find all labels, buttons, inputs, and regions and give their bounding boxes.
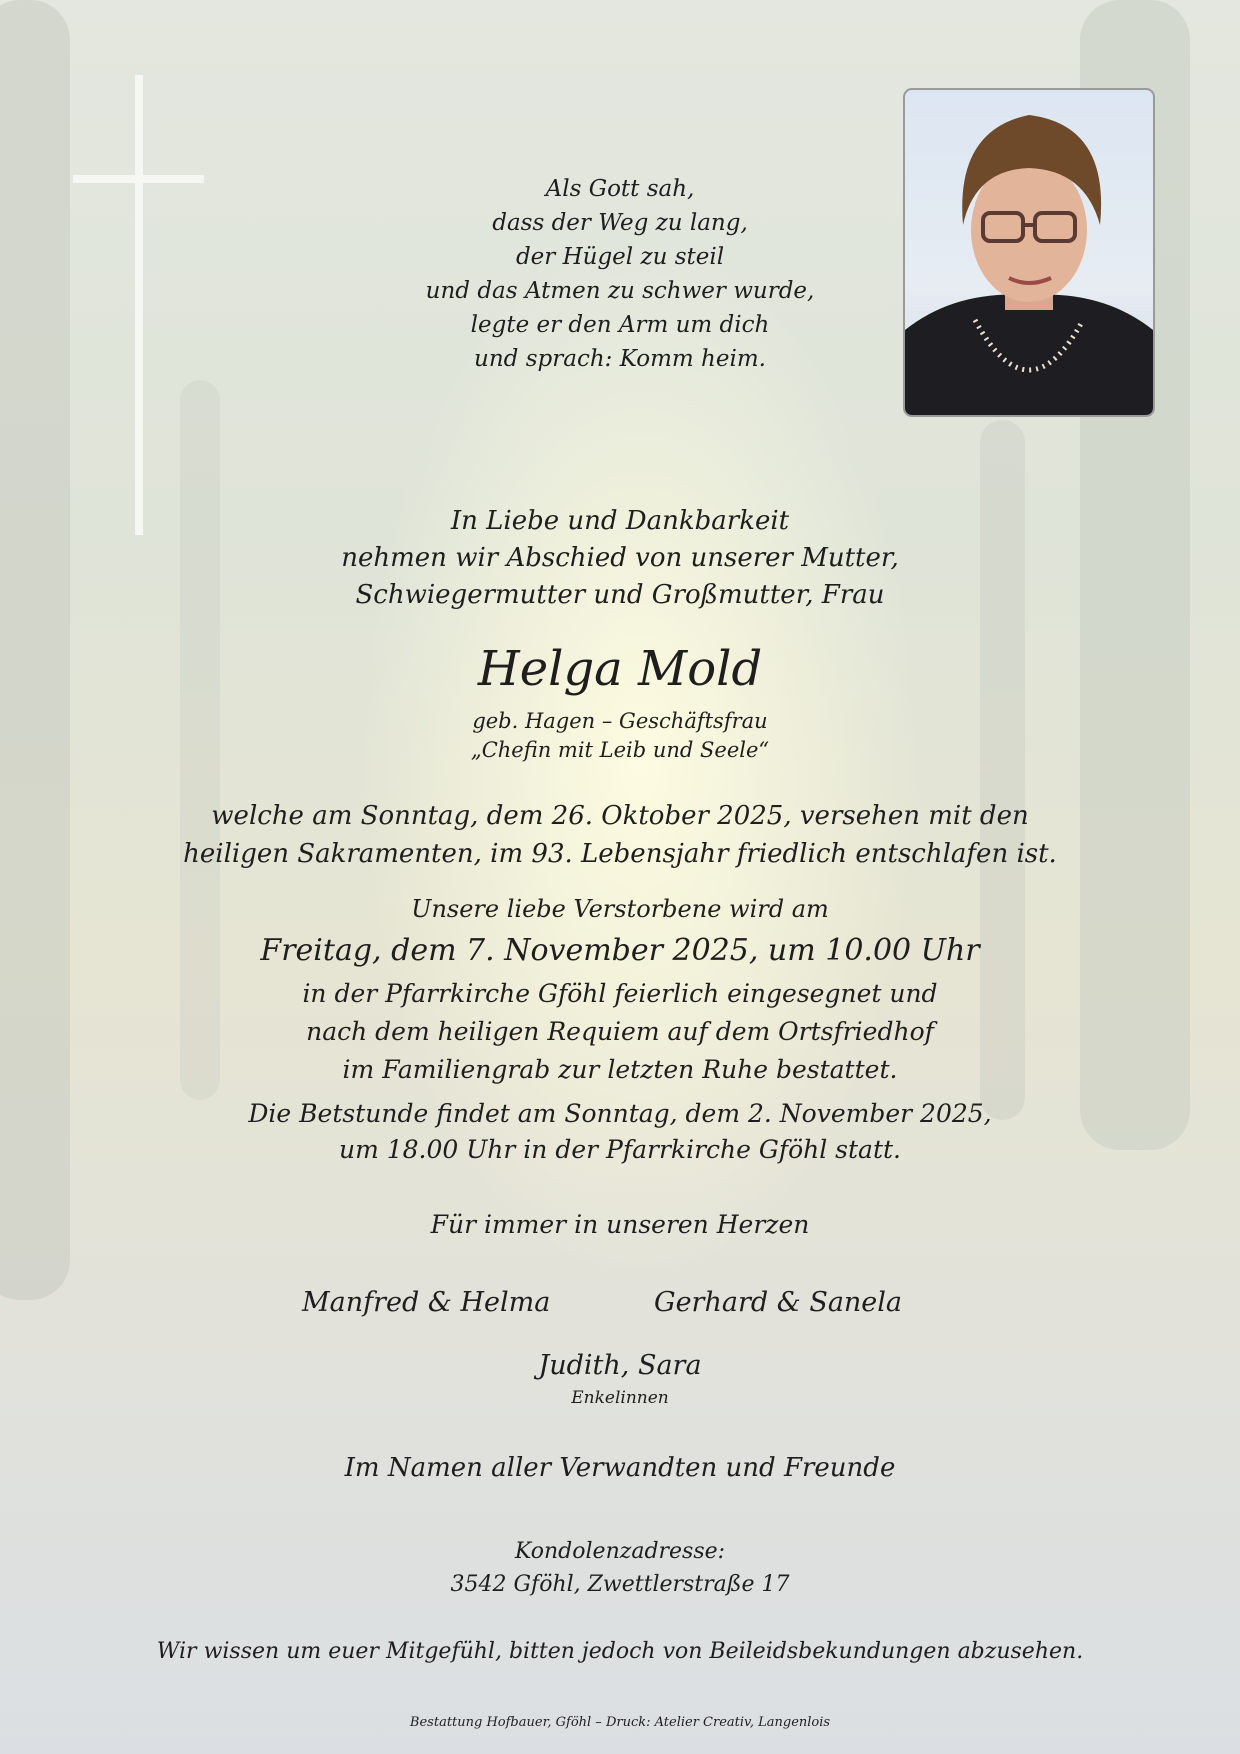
- intro-line: Schwiegermutter und Großmutter, Frau: [355, 580, 885, 610]
- funeral-details: [0, 975, 1240, 1089]
- footer-credits: Bestattung Hofbauer, Gföhl – Druck: Atelier Creativ, Langenlois: [409, 1715, 831, 1730]
- deceased-subtitle: [0, 707, 1240, 765]
- funeral-line: in der Pfarrkirche Gföhl feierlich eingesegnet und: [302, 979, 938, 1008]
- family-member: Gerhard & Sanela: [654, 1287, 903, 1318]
- funeral-line: im Familiengrab zur letzten Ruhe bestattet.: [342, 1055, 898, 1084]
- intro-line: In Liebe und Dankbarkeit: [450, 506, 790, 536]
- verse-line: und das Atmen zu schwer wurde,: [425, 278, 815, 304]
- grandchildren-label: Enkelinnen: [571, 1388, 669, 1408]
- deceased-name: Helga Mold: [477, 641, 763, 697]
- subtitle-line: geb. Hagen – Geschäftsfrau: [472, 709, 768, 733]
- verse-line: Als Gott sah,: [545, 176, 695, 202]
- subtitle-line: „Chefin mit Leib und Seele“: [470, 738, 770, 762]
- prayer-line: Die Betstunde findet am Sonntag, dem 2. November 2025,: [248, 1099, 992, 1128]
- verse-line: legte er den Arm um dich: [470, 312, 770, 338]
- prayer-hour: [0, 1096, 1240, 1168]
- intro-line: nehmen wir Abschied von unserer Mutter,: [341, 543, 899, 573]
- verse-line: der Hügel zu steil: [515, 244, 725, 270]
- death-line: heiligen Sakramenten, im 93. Lebensjahr friedlich entschlafen ist.: [183, 839, 1057, 869]
- verse-line: dass der Weg zu lang,: [492, 210, 748, 236]
- poem-verse: [0, 172, 1240, 376]
- death-line: welche am Sonntag, dem 26. Oktober 2025, versehen mit den: [211, 801, 1029, 831]
- prayer-line: um 18.00 Uhr in der Pfarrkirche Gföhl statt.: [338, 1135, 902, 1164]
- grandchildren-names: Judith, Sara: [538, 1350, 702, 1381]
- condolence-street: 3542 Gföhl, Zwettlerstraße 17: [450, 1572, 790, 1597]
- condolence-label: Kondolenzadresse:: [514, 1539, 726, 1564]
- farewell-intro: [0, 503, 1240, 614]
- hearts-line: Für immer in unseren Herzen: [430, 1210, 810, 1239]
- death-notice: [0, 797, 1240, 873]
- relatives-line: Im Namen aller Verwandten und Freunde: [344, 1453, 896, 1483]
- funeral-intro: Unsere liebe Verstorbene wird am: [411, 895, 829, 923]
- condolence-address: [0, 1535, 1240, 1601]
- condolence-notice: Wir wissen um euer Mitgefühl, bitten jedoch von Beileidsbekundungen abzusehen.: [156, 1639, 1084, 1664]
- family-member: Manfred & Helma: [302, 1287, 551, 1318]
- funeral-date: Freitag, dem 7. November 2025, um 10.00 Uhr: [260, 933, 980, 968]
- funeral-line: nach dem heiligen Requiem auf dem Ortsfriedhof: [306, 1017, 934, 1046]
- verse-line: und sprach: Komm heim.: [474, 346, 766, 372]
